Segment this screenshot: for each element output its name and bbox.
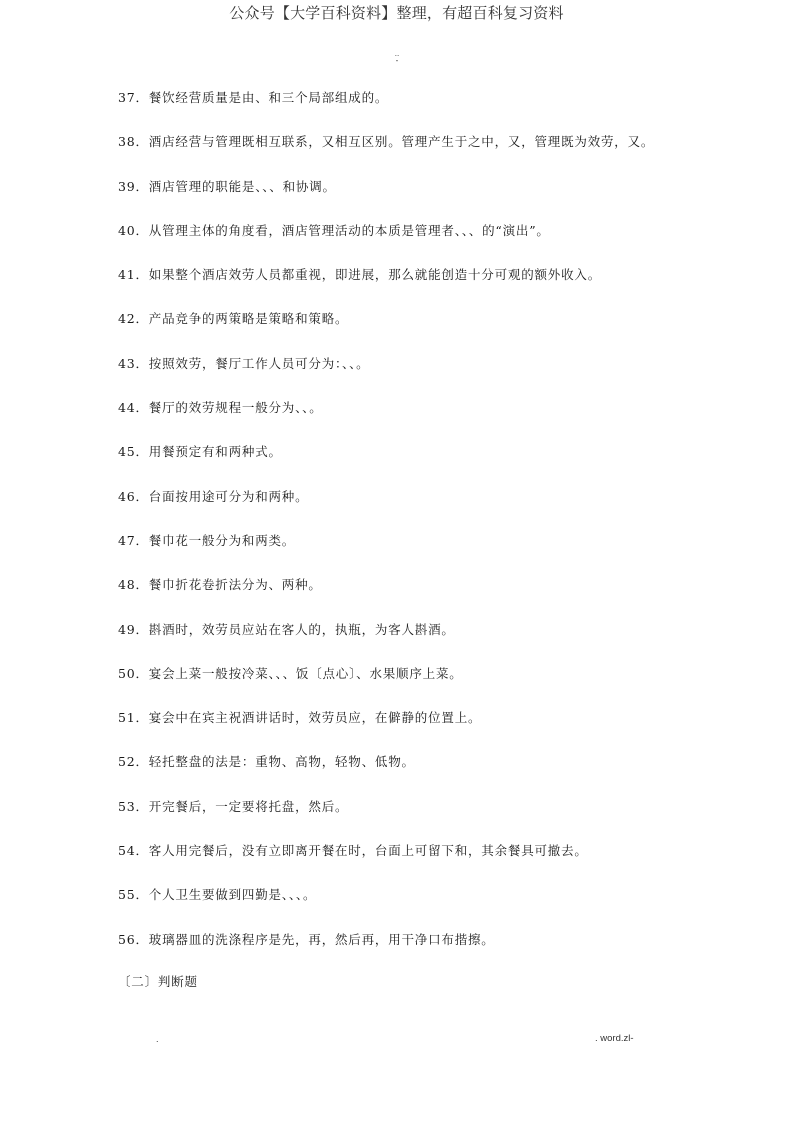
section-heading-true-false: 〔二〕判断题 (118, 974, 198, 989)
question-56: 56．玻璃器皿的洗涤程序是先，再，然后再，用干净口布揩擦。 (118, 931, 495, 947)
question-45: 45．用餐预定有和两种式。 (118, 444, 282, 460)
question-47: 47．餐巾花一般分为和两类。 (118, 532, 296, 548)
question-46: 46．台面按用途可分为和两种。 (118, 488, 309, 504)
question-52: 52．轻托整盘的法是：重物、高物，轻物、低物。 (118, 754, 415, 770)
header-mark-dash: - (395, 56, 399, 65)
fill-in-question-list (118, 86, 738, 972)
question-53: 53．开完餐后，一定要将托盘，然后。 (118, 798, 349, 814)
question-41: 41．如果整个酒店效劳人员都重视，即进展，那么就能创造十分可观的额外收入。 (118, 267, 602, 283)
header-mark (393, 50, 401, 64)
question-42: 42．产品竞争的两策略是策略和策略。 (118, 311, 349, 327)
question-48: 48．餐巾折花卷折法分为、两种。 (118, 577, 322, 593)
question-43: 43．按照效劳，餐厅工作人员可分为：、、。 (118, 355, 370, 371)
question-55: 55．个人卫生要做到四勤是、、、。 (118, 887, 317, 903)
question-54: 54．客人用完餐后，没有立即离开餐在时，台面上可留下和，其余餐具可撤去。 (118, 843, 588, 859)
footer-left-mark: . (156, 1034, 159, 1044)
question-51: 51．宴会中在宾主祝酒讲话时，效劳员应，在僻静的位置上。 (118, 710, 482, 726)
question-39: 39．酒店管理的职能是、、、和协调。 (118, 178, 336, 194)
question-50: 50．宴会上菜一般按冷菜、、、饭〔点心〕、水果顺序上菜。 (118, 665, 463, 681)
page-header-title: 公众号【大学百科资料】整理，有超百科复习资料 (229, 4, 564, 22)
question-37: 37．餐饮经营质量是由、和三个局部组成的。 (118, 90, 389, 105)
footer-source-text: . word.zl- (595, 1033, 634, 1044)
header-mark-dots: .. (394, 49, 400, 58)
question-44: 44．餐厅的效劳规程一般分为、、。 (118, 400, 323, 416)
question-49: 49．斟酒时，效劳员应站在客人的，执瓶，为客人斟酒。 (118, 621, 455, 637)
question-38: 38．酒店经营与管理既相互联系，又相互区别。管理产生于之中，又，管理既为效劳，又。 (118, 134, 655, 150)
question-40: 40．从管理主体的角度看，酒店管理活动的本质是管理者、、、的“演出”。 (118, 222, 550, 238)
